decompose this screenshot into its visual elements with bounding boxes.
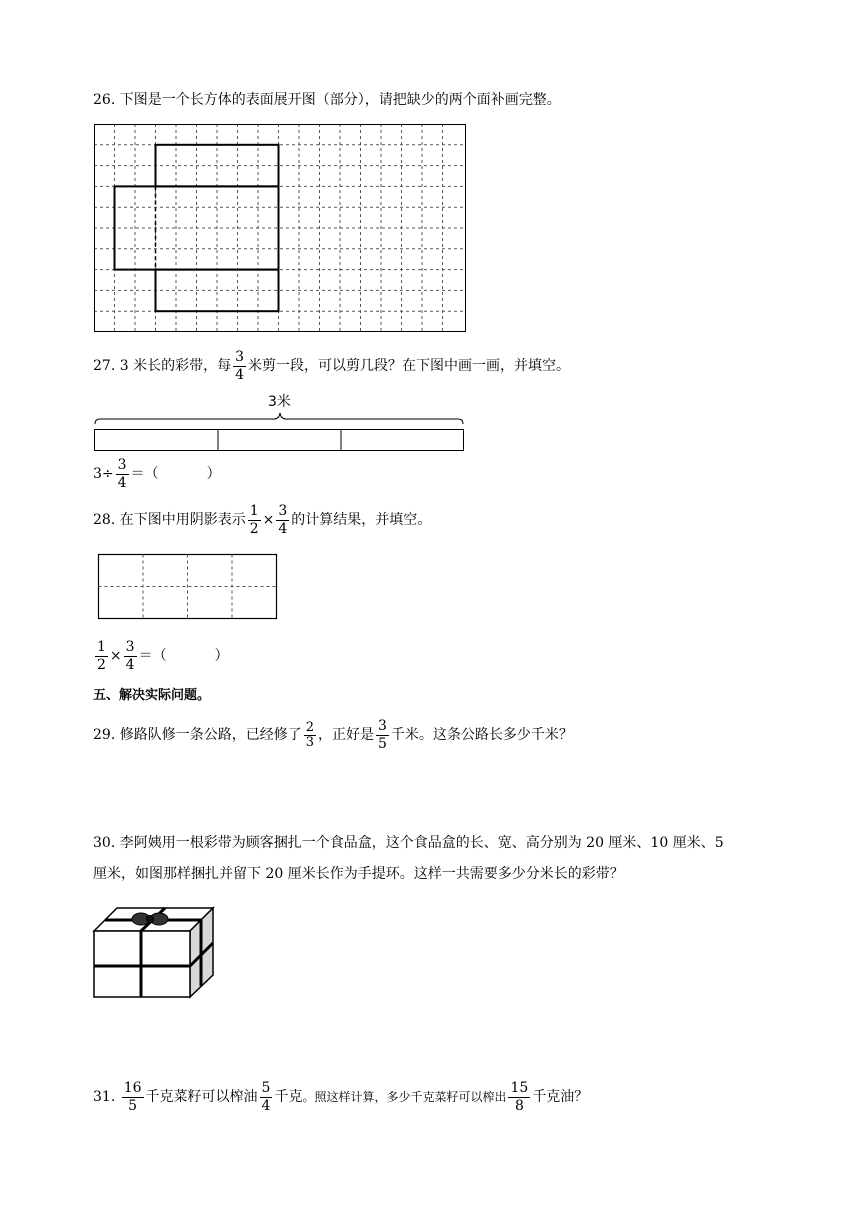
ribbon-brace — [95, 413, 463, 424]
q28-shading-grid — [98, 554, 278, 620]
q27-eq-suffix: ＝（ — [130, 466, 159, 482]
q28-question — [93, 502, 431, 538]
q27-question — [93, 348, 570, 384]
q27-ribbon-label: 3米 — [268, 394, 291, 410]
q29-number: 29. — [93, 727, 116, 743]
q26-text: 下图是一个长方体的表面展开图（部分），请把缺少的两个面补画完整。 — [119, 92, 561, 108]
q31-text-d: 千克油？ — [532, 1089, 589, 1105]
q31-text-c: 。照这样计算，多少千克菜籽可以榨出 — [302, 1090, 507, 1104]
ribbon-bar — [95, 430, 464, 451]
q28-eq-fraction-2: $\frac{3}{4}$ — [125, 638, 135, 673]
q27-text-b: 米剪一段，可以剪几段？在下图中画一画，并填空。 — [248, 358, 570, 374]
q27-eq-close: ） — [206, 466, 221, 482]
q30-gift-box-image — [93, 905, 215, 1001]
q27-fraction: $\frac{3}{4}$ — [235, 348, 244, 383]
q28-text-a: 在下图中用阴影表示 — [119, 512, 246, 528]
q29-fraction-2: $\frac{3}{5}$ — [378, 717, 387, 752]
q28-number: 28. — [93, 512, 116, 528]
q31-number: 31. — [93, 1089, 116, 1105]
q31-fraction-3: $\frac{15}{8}$ — [510, 1079, 529, 1114]
q30-number: 30. — [93, 835, 116, 851]
q28-text-b: 的计算结果，并填空。 — [291, 512, 432, 528]
q27-number: 27. — [93, 358, 116, 374]
q28-fraction-2: $\frac{3}{4}$ — [278, 502, 288, 537]
q28-eq-fraction-1: $\frac{1}{2}$ — [97, 638, 106, 673]
q28-eq-close: ） — [214, 648, 229, 664]
q31-text-a: 千克菜籽可以榨油 — [145, 1089, 258, 1105]
q28-times: × — [262, 512, 275, 528]
q28-eq-suffix: ＝（ — [138, 648, 167, 664]
grid-lines — [94, 124, 466, 332]
q29-question — [93, 715, 573, 755]
q29-text-b: ，正好是 — [318, 727, 374, 743]
q26-number: 26. — [93, 92, 116, 108]
section-title: 五、解决实际问题。 — [93, 688, 211, 703]
q27-equation — [93, 456, 221, 492]
q26-question — [93, 90, 561, 110]
q31-question — [93, 1077, 588, 1117]
q28-equation — [93, 636, 229, 676]
q31-fraction-1: $\frac{16}{5}$ — [123, 1079, 142, 1114]
q29-text-a: 修路队修一条公路，已经修了 — [119, 727, 302, 743]
q26-net-grid — [94, 124, 466, 332]
q28-eq-times: × — [109, 648, 122, 664]
q30-line-2: 厘米，如图那样捆扎并留下 20 厘米长作为手提环。这样一共需要多少分米长的彩带？ — [93, 866, 624, 882]
q29-text-c: 千米。这条公路长多少千米？ — [390, 727, 573, 743]
q27-eq-fraction: $\frac{3}{4}$ — [117, 456, 127, 491]
q28-fraction-1: $\frac{1}{2}$ — [249, 502, 259, 537]
q31-text-b: 千克 — [274, 1089, 303, 1105]
q31-fraction-2: $\frac{5}{4}$ — [261, 1079, 271, 1114]
q27-ribbon-diagram — [94, 410, 466, 454]
q29-fraction-1: $\frac{2}{3}$ — [305, 719, 314, 750]
q27-eq-prefix: 3÷ — [93, 466, 114, 482]
q30-text-1: 李阿姨用一根彩带为顾客捆扎一个食品盒，这个食品盒的长、宽、高分别为 20 厘米、10 厘米、5 — [119, 835, 724, 851]
q27-text-a: 3 米长的彩带，每 — [119, 358, 232, 374]
q30-line-1 — [93, 833, 724, 853]
